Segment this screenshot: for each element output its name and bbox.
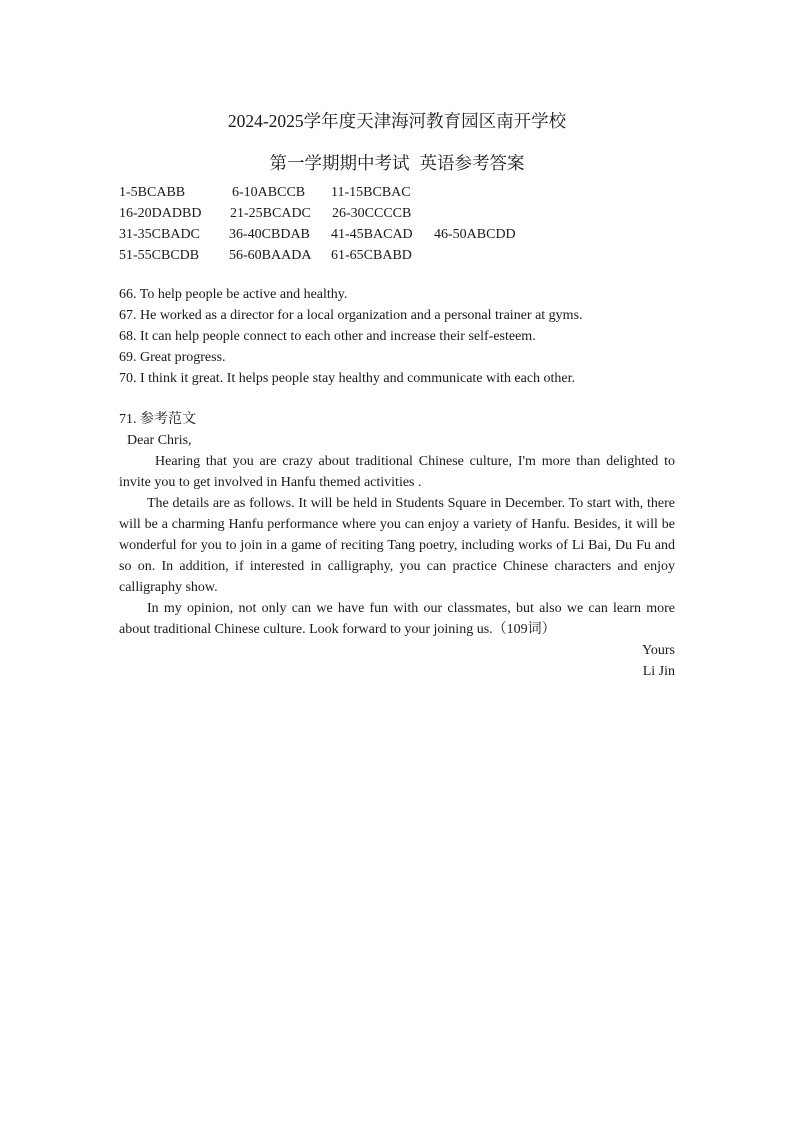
model-essay (119, 409, 675, 682)
exam-title (0, 150, 794, 175)
essay-greeting: Dear Chris, (127, 433, 192, 448)
exam-title-term: 第一学期期中考试 (269, 153, 410, 173)
answer-group: 51-55CBCDB (119, 248, 200, 263)
short-answers (119, 284, 583, 389)
answer-group: 46-50ABCDD (434, 227, 516, 242)
exam-title-subject: 英语参考答案 (419, 153, 525, 173)
answer-group: 36-40CBDAB (229, 227, 310, 242)
answer-group: 6-10ABCCB (232, 185, 306, 200)
school-title: 2024-2025学年度天津海河教育园区南开学校 (227, 111, 567, 131)
answer-group: 41-45BACAD (331, 227, 413, 242)
answer-group: 1-5BCABB (119, 185, 186, 200)
short-answer-item: 67. He worked as a director for a local organization and a personal trainer at gyms. (119, 308, 583, 323)
short-answer-item: 68. It can help people connect to each other and increase their self-esteem. (119, 329, 536, 344)
essay-closing: Yours (642, 643, 675, 658)
short-answer-item: 70. I think it great. It helps people stay healthy and communicate with each other. (119, 371, 576, 386)
short-answer-item: 69. Great progress. (119, 350, 226, 365)
essay-paragraph: The details are as follows. It will be held in Students Square in December. To start with, there will be a charming Hanfu performance where you can enjoy a variety of Hanfu. Besides, it will be wonderful for you to join in a game of reciting Tang poetry, including works of Li Bai, Du Fu and so on. In addition, if interested in calligraphy, you can practice Chinese characters and enjoy calligraphy show. (119, 496, 675, 595)
answer-group: 16-20DADBD (119, 206, 202, 221)
answer-group: 56-60BAADA (229, 248, 312, 263)
answer-group: 61-65CBABD (331, 248, 412, 263)
short-answer-item: 66. To help people be active and healthy. (119, 287, 348, 302)
essay-label: 71. 参考范文 (119, 412, 196, 427)
essay-paragraph: In my opinion, not only can we have fun with our classmates, but also we can learn more about traditional Chinese culture. Look forward to your joining us.（109词） (119, 601, 675, 637)
answer-group: 31-35CBADC (119, 227, 200, 242)
answer-group: 21-25BCADC (230, 206, 311, 221)
answer-group: 26-30CCCCB (332, 206, 412, 221)
answer-group: 11-15BCBAC (331, 185, 411, 200)
essay-signature: Li Jin (642, 664, 675, 679)
essay-paragraph: Hearing that you are crazy about traditional Chinese culture, I'm more than delighted to invite you to get involved in Hanfu themed activities . (119, 454, 675, 490)
